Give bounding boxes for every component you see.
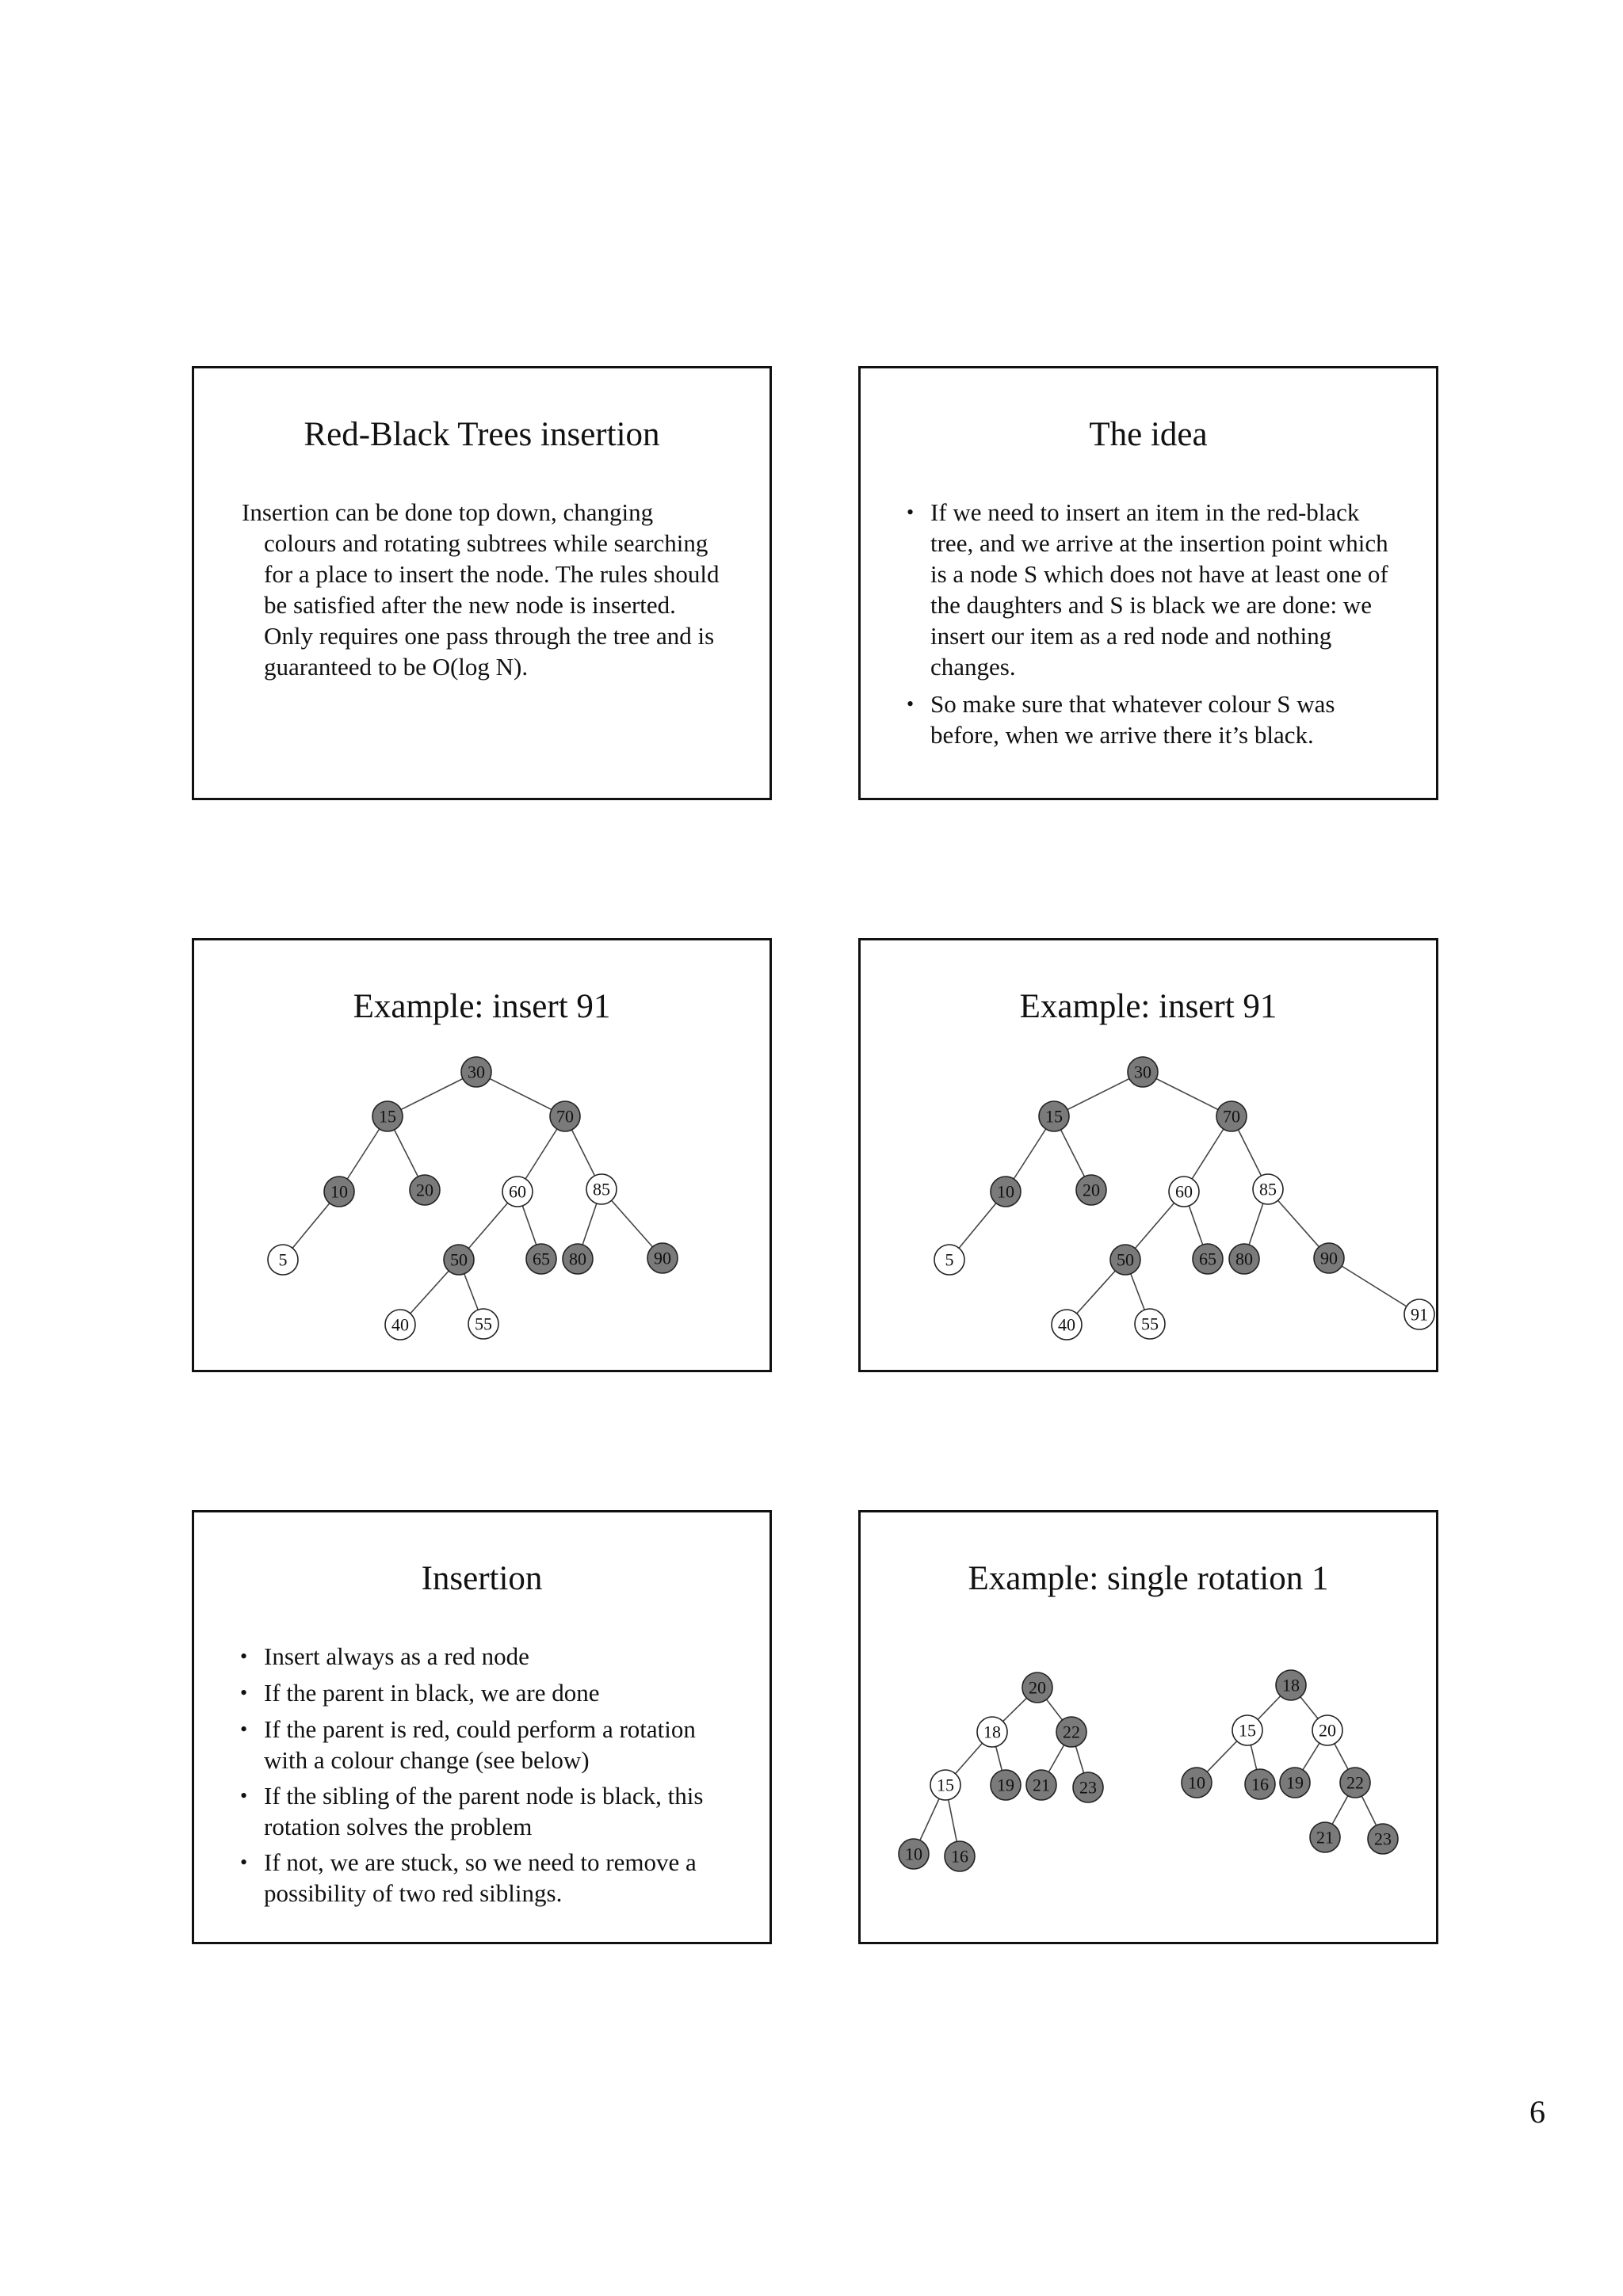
- node-label: 19: [1286, 1772, 1304, 1793]
- tree-node-black: [1245, 1769, 1275, 1799]
- slide-example-insert-91-after: [858, 938, 1438, 1372]
- bullet-text: If not, we are stuck, so we need to remove a possibility of two red siblings.: [264, 1848, 697, 1907]
- node-label: 91: [1411, 1304, 1428, 1325]
- tree-node-black: [550, 1101, 580, 1131]
- node-label: 30: [468, 1062, 485, 1082]
- node-label: 20: [1029, 1677, 1046, 1698]
- tree-node-black: [1073, 1772, 1103, 1802]
- tree-node-black: [899, 1839, 929, 1869]
- bullet-item: [907, 688, 1395, 750]
- node-label: 20: [1319, 1720, 1336, 1741]
- node-label: 50: [1117, 1249, 1134, 1270]
- tree-node-black: [410, 1175, 440, 1205]
- tree-node-red: [1253, 1174, 1283, 1204]
- bullet-text: If the parent in black, we are done: [264, 1679, 600, 1707]
- node-label: 65: [533, 1249, 550, 1269]
- node-label: 5: [945, 1249, 954, 1270]
- tree-node-black: [526, 1244, 556, 1274]
- node-label: 90: [1320, 1248, 1338, 1268]
- node-label: 20: [416, 1180, 433, 1200]
- node-label: 55: [1141, 1314, 1159, 1334]
- bullet-icon: •: [907, 501, 915, 524]
- slide-title: Red-Black Trees insertion: [304, 416, 660, 453]
- tree-node-red: [1232, 1715, 1262, 1745]
- rotation-trees-diagram: [861, 1512, 1436, 1942]
- red-black-tree-diagram: [861, 940, 1436, 1370]
- tree-node-black: [647, 1243, 678, 1273]
- node-label: 10: [905, 1844, 922, 1864]
- node-label: 10: [330, 1181, 348, 1202]
- slide-title: Insertion: [421, 1560, 543, 1597]
- tree-node-black: [563, 1244, 593, 1274]
- node-label: 50: [450, 1249, 468, 1270]
- slide-example-single-rotation-1: [858, 1510, 1438, 1944]
- node-label: 10: [1188, 1772, 1205, 1793]
- node-label: 21: [1316, 1827, 1334, 1848]
- bullet-icon: •: [240, 1851, 248, 1874]
- tree-node-black: [1280, 1768, 1310, 1798]
- node-label: 40: [1058, 1314, 1075, 1335]
- node-label: 70: [1223, 1106, 1240, 1127]
- tree-node-black: [1229, 1244, 1259, 1274]
- tree-node-black: [1026, 1770, 1056, 1800]
- tree-node-black: [1110, 1245, 1140, 1275]
- slide-paragraph: Insertion can be done top down, changing colours and rotating subtrees while searching for a place to insert the node. The rules should be satisfied after the new node is inserted. Only requires one pass through the tree and is guaranteed to be O(log N).: [242, 498, 720, 681]
- bullet-item: [240, 1677, 728, 1708]
- tree-node-red: [268, 1245, 298, 1275]
- node-label: 19: [997, 1775, 1014, 1795]
- tree-node-black: [991, 1177, 1021, 1207]
- node-label: 60: [1175, 1181, 1193, 1202]
- tree-node-red: [1404, 1299, 1434, 1329]
- node-label: 16: [951, 1846, 968, 1867]
- node-label: 15: [1045, 1106, 1063, 1127]
- tree-node-black: [372, 1101, 403, 1131]
- bullet-text: If the sibling of the parent node is black, this rotation solves the problem: [264, 1782, 704, 1840]
- tree-node-black: [1076, 1175, 1106, 1205]
- slide-title: Example: insert 91: [353, 988, 611, 1025]
- bullet-icon: •: [240, 1784, 248, 1807]
- tree-node-red: [468, 1309, 498, 1339]
- tree-node-red: [1169, 1177, 1199, 1207]
- tree-node-red: [1052, 1310, 1082, 1340]
- node-label: 55: [475, 1314, 492, 1334]
- node-label: 15: [1239, 1720, 1256, 1741]
- node-label: 85: [1259, 1179, 1277, 1199]
- bullet-item: [907, 497, 1395, 682]
- node-label: 22: [1063, 1722, 1080, 1742]
- tree-node-black: [1340, 1768, 1370, 1798]
- bullet-icon: •: [240, 1645, 248, 1668]
- node-label: 18: [983, 1722, 1001, 1742]
- bullet-item: [240, 1780, 728, 1842]
- node-label: 21: [1033, 1775, 1050, 1795]
- tree-node-black: [1022, 1672, 1052, 1703]
- bullet-item: [240, 1847, 728, 1909]
- tree-node-red: [1312, 1715, 1342, 1745]
- tree-node-black: [1368, 1824, 1398, 1854]
- tree-node-red: [934, 1245, 964, 1275]
- bullet-icon: •: [240, 1681, 248, 1704]
- tree-node-black: [945, 1841, 975, 1871]
- tree-node-black: [461, 1057, 491, 1087]
- slide-insertion: [192, 1510, 772, 1944]
- tree-node-black: [1314, 1243, 1344, 1273]
- slide-title: Example: single rotation 1: [968, 1560, 1329, 1597]
- bullet-text: So make sure that whatever colour S was before, when we arrive there it’s black.: [930, 690, 1335, 749]
- node-label: 65: [1199, 1249, 1216, 1269]
- bullet-text: If we need to insert an item in the red-black tree, and we arrive at the insertion point which is a node S which does not have at least one of the daughters and S is black we are done: we insert our item as a red node and nothing changes.: [930, 498, 1388, 681]
- tree-node-black: [1056, 1717, 1086, 1747]
- tree-node-black: [1193, 1244, 1223, 1274]
- node-label: 23: [1374, 1829, 1392, 1849]
- tree-node-black: [1182, 1768, 1212, 1798]
- tree-node-black: [1276, 1670, 1306, 1700]
- node-label: 16: [1251, 1774, 1269, 1794]
- tree-node-red: [977, 1717, 1007, 1747]
- slide-title: Example: insert 91: [1019, 988, 1277, 1025]
- bullet-item: [240, 1714, 728, 1775]
- node-label: 30: [1134, 1062, 1151, 1082]
- node-label: 15: [937, 1775, 954, 1795]
- node-label: 80: [1235, 1249, 1253, 1269]
- slide-the-idea: [858, 366, 1438, 800]
- node-label: 90: [654, 1248, 671, 1268]
- node-label: 40: [391, 1314, 409, 1335]
- tree-node-red: [502, 1177, 533, 1207]
- bullet-icon: •: [240, 1718, 248, 1741]
- node-label: 85: [593, 1179, 610, 1199]
- slide-title: The idea: [1089, 416, 1208, 453]
- node-label: 23: [1079, 1777, 1097, 1798]
- tree-node-black: [1216, 1101, 1247, 1131]
- red-black-tree-diagram: [194, 940, 769, 1370]
- tree-node-black: [991, 1770, 1021, 1800]
- tree-node-red: [586, 1174, 617, 1204]
- node-label: 80: [569, 1249, 586, 1269]
- node-label: 60: [509, 1181, 526, 1202]
- bullet-text: If the parent is red, could perform a rotation with a colour change (see below): [264, 1715, 696, 1774]
- node-label: 20: [1083, 1180, 1100, 1200]
- node-label: 15: [379, 1106, 396, 1127]
- bullet-item: [240, 1641, 728, 1672]
- tree-node-black: [1128, 1057, 1158, 1087]
- tree-node-red: [385, 1310, 415, 1340]
- node-label: 70: [556, 1106, 574, 1127]
- tree-node-red: [1135, 1309, 1165, 1339]
- node-label: 5: [278, 1249, 288, 1270]
- tree-node-black: [444, 1245, 474, 1275]
- bullet-icon: •: [907, 692, 915, 715]
- page-number: 6: [1529, 2094, 1545, 2130]
- tree-node-black: [1039, 1101, 1069, 1131]
- tree-node-red: [930, 1770, 960, 1800]
- node-label: 18: [1282, 1675, 1300, 1695]
- bullet-text: Insert always as a red node: [264, 1642, 529, 1670]
- node-label: 10: [997, 1181, 1014, 1202]
- slide-red-black-trees-insertion: [192, 366, 772, 800]
- tree-edge: [1329, 1258, 1419, 1314]
- slide-example-insert-91-before: [192, 938, 772, 1372]
- node-label: 22: [1346, 1772, 1364, 1793]
- tree-node-black: [324, 1177, 354, 1207]
- tree-node-black: [1310, 1822, 1340, 1852]
